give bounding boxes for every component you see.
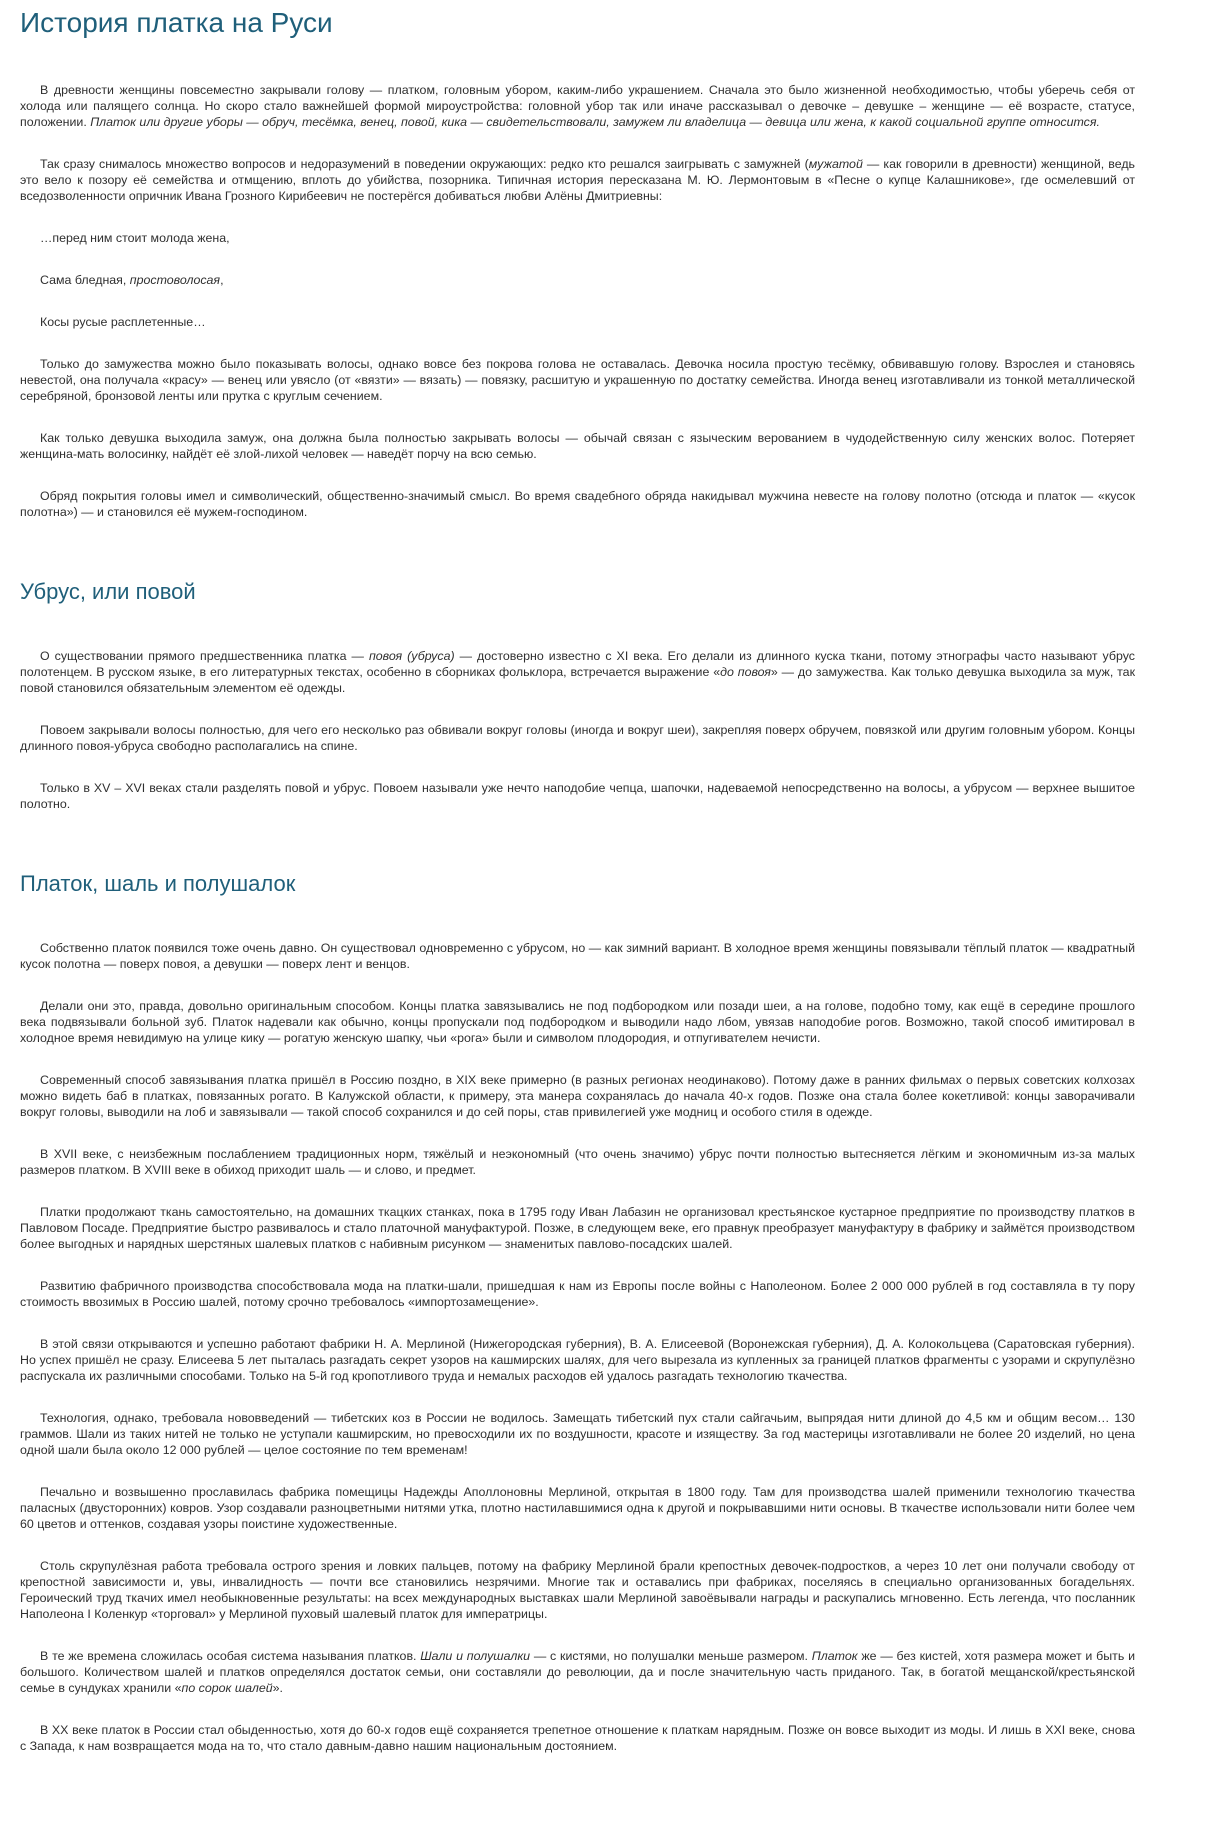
paragraph: Только в XV – XVI веках стали разделять повой и убрус. Повоем называли уже нечто наподобие чепца, шапочки, надеваемой непосредственно на волосы, а убрусом — верхнее вышитое полотно. [20, 781, 1135, 811]
paragraph: Обряд покрытия головы имел и символический, общественно-значимый смысл. Во время свадебного обряда накидывал мужчина невесте на голову полотно (отсюда и платок — «кусок полотна») — и становился её мужем-господином. [20, 489, 1135, 519]
paragraph: Платки продолжают ткань самостоятельно, на домашних ткацких станках, пока в 1795 году Иван Лабазин не организовал крестьянское кустарное предприятие по производству платков в Павловом Посаде. Предприятие быстро развивалось и стало платочной мануфактурой. Позже, в следующем веке, его правнук преобразует мануфактуру в фабрику и займётся производством более выгодных и нарядных шерстяных шалевых платков с набивным рисунком — знаменитых павлово-посадских шалей. [20, 1205, 1135, 1251]
paragraph: Собственно платок появился тоже очень давно. Он существовал одновременно с убрусом, но — как зимний вариант. В холодное время женщины повязывали тёплый платок — квадратный кусок полотна — поверх повоя, а девушки — поверх лент и венцов. [20, 941, 1135, 971]
paragraph: В те же времена сложилась особая система называния платков. Шали и полушалки — с кистями, но полушалки меньше размером. Платок же — без кистей, хотя размера может и быть и большого. Количеством шалей и платков определялся достаток семьи, они составляли до революции, да и после значительную часть приданого. Так, в богатой мещанской/крестьянской семье в сундуках хранили «по сорок шалей». [20, 1649, 1135, 1695]
paragraph: Только до замужества можно было показывать волосы, однако вовсе без покрова голова не оставалась. Девочка носила простую тесёмку, обвивавшую голову. Взрослея и становясь невестой, она получала «красу» — венец или увясло (от «вязти» — вязать) — повязку, расшитую и украшенную по достатку семейства. Иногда венец изготавливали из тонкой металлической серебряной, бронзовой ленты или прутка с круглым сечением. [20, 357, 1135, 403]
poem-line: Косы русые расплетенные… [40, 315, 206, 329]
paragraph: Как только девушка выходила замуж, она должна была полностью закрывать волосы — обычай связан с языческим верованием в чудодейственную силу женских волос. Потеряет женщина-мать волосинку, найдёт её злой-лихой человек — наведёт порчу на всю семью. [20, 431, 1135, 461]
paragraph: Столь скрупулёзная работа требовала острого зрения и ловких пальцев, потому на фабрику Мерлиной брали крепостных девочек-подростков, а через 10 лет они получали свободу от крепостной зависимости и, увы, инвалидность — почти все становились незрячими. Многие так и оставались при фабриках, поселяясь в специально организованных богадельнях. Героический труд ткачих имел необыкновенные результаты: на всех международных выставках шали Мерлиной завоёвывали награды и раскупались мгновенно. Есть легенда, что посланник Наполеона I Коленкур «торговал» у Мерлиной пуховый шалевый платок для императрицы. [20, 1559, 1135, 1621]
article [0, 6, 1227, 1754]
paragraph: Так сразу снималось множество вопросов и недоразумений в поведении окружающих: редко кто решался заигрывать с замужней (мужатой — как говорили в древности) женщиной, ведь это вело к позору её семейства и отмщению, вплоть до убийства, позорника. Типичная история пересказана М. Ю. Лермонтовым в «Песне о купце Калашникове», где осмелевший от вседозволенности опричник Ивана Грозного Кирибеевич не постерёгся добиваться любви Алёны Дмитриевны: [20, 157, 1135, 203]
page-title: История платка на Руси [20, 7, 333, 38]
poem-line: Сама бледная, простоволосая, [40, 273, 224, 287]
paragraph: Повоем закрывали волосы полностью, для чего его несколько раз обвивали вокруг головы (иногда и вокруг шеи), закрепляя поверх обручем, повязкой или другим головным убором. Концы длинного повоя-убруса свободно располагались на спине. [20, 723, 1135, 753]
paragraph: Печально и возвышенно прославилась фабрика помещицы Надежды Аполлоновны Мерлиной, открытая в 1800 году. Там для производства шалей применили технологию ткачества паласных (двусторонних) ковров. Узор создавали разноцветными нитями утка, плотно настилавшимися одна к другой и покрывавшими нити основы. В ткачестве использовали нити более чем 60 цветов и оттенков, создавая узоры поистине художественные. [20, 1485, 1135, 1531]
paragraph: В этой связи открываются и успешно работают фабрики Н. А. Мерлиной (Нижегородская губерния), В. А. Елисеевой (Воронежская губерния), Д. А. Колокольцева (Саратовская губерния). Но успех пришёл не сразу. Елисеева 5 лет пыталась разгадать секрет узоров на кашмирских шалях, для чего вырезала из купленных за границей платков фрагменты с узорами и скрупулёзно распускала их различными способами. Только на 5-й год кропотливого труда и немалых расходов ей удалось разгадать технологию ткачества. [20, 1337, 1135, 1383]
paragraph: В древности женщины повсеместно закрывали голову — платком, головным убором, каким-либо украшением. Сначала это было жизненной необходимостью, чтобы уберечь себя от холода или палящего солнца. Но скоро стало важнейшей формой мироустройства: головной убор так или иначе рассказывал о девочке – девушке – женщине — её возрасте, статусе, положении. Платок или другие уборы — обруч, тесёмка, венец, повой, кика — свидетельствовали, замужем ли владелица — девица или жена, к какой социальной группе относится. [20, 83, 1135, 129]
paragraph: Технология, однако, требовала нововведений — тибетских коз в России не водилось. Замещать тибетский пух стали сайгачьим, выпрядая нити длиной до 4,5 км и общим весом… 130 граммов. Шали из таких нитей не только не уступали кашмирским, но превосходили их по воздушности, красоте и изяществу. За год мастерицы изготавливали не более 20 изделий, но цена одной шали была около 12 000 рублей — целое состояние по тем временам! [20, 1411, 1135, 1457]
section-heading: Платок, шаль и полушалок [20, 871, 296, 896]
poem-line: …перед ним стоит молода жена, [40, 231, 230, 245]
paragraph: О существовании прямого предшественника платка — повоя (убруса) — достоверно известно с XI века. Его делали из длинного куска ткани, потому этнографы часто называют убрус полотенцем. В русском языке, в его литературных текстах, особенно в сборниках фольклора, встречается выражение «до повоя» — до замужества. Как только девушка выходила за муж, так повой становился обязательным элементом её одежды. [20, 649, 1135, 695]
paragraph: Современный способ завязывания платка пришёл в Россию поздно, в XIX веке примерно (в разных регионах неодинаково). Потому даже в ранних фильмах о первых советских колхозах можно видеть баб в платках, повязанных рогато. В Калужской области, к примеру, эта манера сохранялась до начала 40-х годов. Позже она стала более кокетливой: концы заворачивали вокруг головы, выводили на лоб и завязывали — такой способ сохранился и до сей поры, став привилегией уже модниц и особого стиля в одежде. [20, 1073, 1135, 1119]
section-heading: Убрус, или повой [20, 579, 196, 604]
paragraph: В XVII веке, с неизбежным послаблением традиционных норм, тяжёлый и неэкономный (что очень значимо) убрус почти полностью вытесняется лёгким и экономичным из-за малых размеров платком. В XVIII веке в обиход приходит шаль — и слово, и предмет. [20, 1147, 1135, 1177]
paragraph: Делали они это, правда, довольно оригинальным способом. Концы платка завязывались не под подбородком или позади шеи, а на голове, подобно тому, как ещё в середине прошлого века подвязывали больной зуб. Платок надевали как обычно, концы пропускали под подбородком и выводили надо лбом, увязав наподобие рогов. Возможно, такой способ имитировал в холодное время невидимую на улице кику — рогатую женскую шапку, чьи «рога» были и символом плодородия, и отпугивателем нечисти. [20, 999, 1135, 1045]
paragraph: В XX веке платок в России стал обыденностью, хотя до 60-х годов ещё сохраняется трепетное отношение к платкам нарядным. Позже он вовсе выходит из моды. И лишь в XXI веке, снова с Запада, к нам возвращается мода на то, что стало давным-давно нашим национальным достоянием. [20, 1723, 1135, 1753]
paragraph: Развитию фабричного производства способствовала мода на платки-шали, пришедшая к нам из Европы после войны с Наполеоном. Более 2 000 000 рублей в год составляла в ту пору стоимость ввозимых в Россию шалей, потому срочно требовалось «импортозамещение». [20, 1279, 1135, 1309]
